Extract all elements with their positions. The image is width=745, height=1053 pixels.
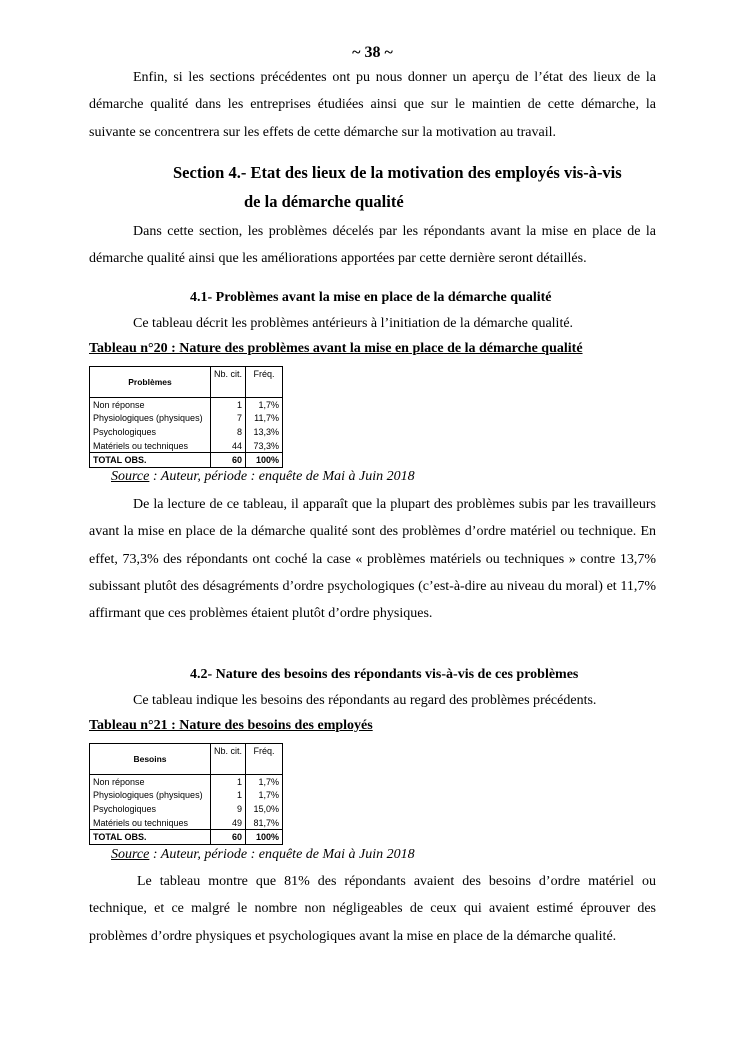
source-text: : Auteur, période : enquête de Mai à Juin 2018: [149, 847, 415, 862]
table-cell: 100%: [246, 830, 283, 845]
intro-paragraph: Enfin, si les sections précédentes ont pu nous donner un aperçu de l’état des lieux de la démarche qualité dans les entreprises étudiées ainsi que sur le maintien de cette démarche, la suivante se concentrera sur les effets de cette démarche sur la motivation au travail.: [89, 70, 656, 140]
subsection-4-1-lead: Ce tableau décrit les problèmes antérieurs à l’initiation de la démarche qualité.: [133, 316, 574, 331]
subsection-4-1-analysis: De la lecture de ce tableau, il apparaît que la plupart des problèmes subis par les travailleurs avant la mise en place de la démarche qualité sont des problèmes d’ordre matériel ou technique. En effet, 73,3% des répondants ont coché la case « problèmes matériels ou techniques » contre 13,7% subissant plutôt des désagréments d’ordre psychologiques (c’est-à-dire au niveau du moral) et 11,7% affirmant que ces problèmes étaient plutôt d’ordre physiques.: [89, 497, 656, 622]
table-cell: Physiologiques (physiques): [90, 412, 211, 426]
table-header-cell: Fréq.: [253, 746, 275, 756]
table-cell: 60: [211, 830, 246, 845]
table-cell: 9: [211, 802, 246, 816]
section-title-line1: Section 4.- Etat des lieux de la motivation des employés vis-à-vis: [173, 163, 622, 182]
table-row: [90, 816, 283, 830]
table-cell: 13,3%: [253, 426, 280, 437]
subsection-4-2-analysis: Le tableau montre que 81% des répondants avaient des besoins d’ordre matériel ou technique, et ce malgré le nombre non négligeables de ceux qui avaient estimé éprouver des problèmes d’ordre physiques et psychologiques avant la mise en place de la démarche qualité.: [89, 874, 656, 944]
subsection-4-2-lead: Ce tableau indique les besoins des répondants au regard des problèmes précédents.: [133, 693, 597, 708]
table-header-cell: Nb. cit.: [211, 367, 246, 398]
table-header-cell: Nb. cit.: [211, 744, 246, 775]
table-21-caption: Tableau n°21 : Nature des besoins des employés: [89, 718, 373, 733]
table-21: [89, 743, 283, 845]
section-intro: Dans cette section, les problèmes décelés par les répondants avant la mise en place de la démarche qualité ainsi que les améliorations apportées par cette dernière seront détaillés.: [89, 224, 656, 267]
source-label: Source: [111, 847, 150, 862]
table-cell: 100%: [246, 453, 283, 468]
table-header-cell: Besoins: [90, 744, 211, 775]
table-cell: 15,0%: [253, 803, 280, 814]
table-cell: 8: [211, 425, 246, 439]
source-label: Source: [111, 469, 150, 484]
table-cell: 60: [211, 453, 246, 468]
page-number: ~ 38 ~: [352, 44, 393, 61]
table-total-row: [90, 830, 283, 845]
table-cell: Non réponse: [90, 775, 211, 789]
table-row: [90, 775, 283, 789]
table-cell: 1: [211, 398, 246, 412]
source-text: : Auteur, période : enquête de Mai à Juin 2018: [149, 469, 415, 484]
table-cell: 81,7%: [253, 817, 280, 828]
table-cell: 1: [211, 775, 246, 789]
section-title: [173, 158, 663, 216]
table-20: [89, 366, 283, 468]
table-cell: 11,7%: [254, 413, 280, 424]
table-row: [90, 802, 283, 816]
table-header-cell: Fréq.: [253, 369, 275, 379]
table-cell: 1,7%: [258, 399, 280, 410]
table-21-source: [111, 847, 415, 863]
table-cell: Physiologiques (physiques): [90, 789, 211, 803]
table-header-cell: Problèmes: [90, 367, 211, 398]
table-row: [90, 789, 283, 803]
table-cell: 1,7%: [258, 790, 280, 801]
table-total-row: [90, 453, 283, 468]
table-cell: Non réponse: [90, 398, 211, 412]
table-cell: TOTAL OBS.: [90, 830, 211, 845]
table-cell: TOTAL OBS.: [90, 453, 211, 468]
table-cell: 49: [211, 816, 246, 830]
table-cell: 7: [211, 412, 246, 426]
table-20-source: [111, 469, 415, 485]
table-cell: 73,3%: [253, 440, 280, 451]
section-title-line2: de la démarche qualité: [244, 192, 404, 211]
table-cell: Psychologiques: [90, 425, 211, 439]
table-cell: Matériels ou techniques: [90, 439, 211, 453]
table-row: [90, 398, 283, 412]
subsection-4-1-heading: 4.1- Problèmes avant la mise en place de la démarche qualité: [190, 290, 552, 305]
table-20-caption: Tableau n°20 : Nature des problèmes avant la mise en place de la démarche qualité: [89, 341, 583, 356]
table-cell: 44: [211, 439, 246, 453]
table-cell: 1,7%: [258, 776, 280, 787]
table-row: [90, 439, 283, 453]
table-cell: Psychologiques: [90, 802, 211, 816]
table-cell: 1: [211, 789, 246, 803]
table-row: [90, 412, 283, 426]
table-cell: Matériels ou techniques: [90, 816, 211, 830]
table-row: [90, 425, 283, 439]
subsection-4-2-heading: 4.2- Nature des besoins des répondants vis-à-vis de ces problèmes: [190, 667, 579, 682]
